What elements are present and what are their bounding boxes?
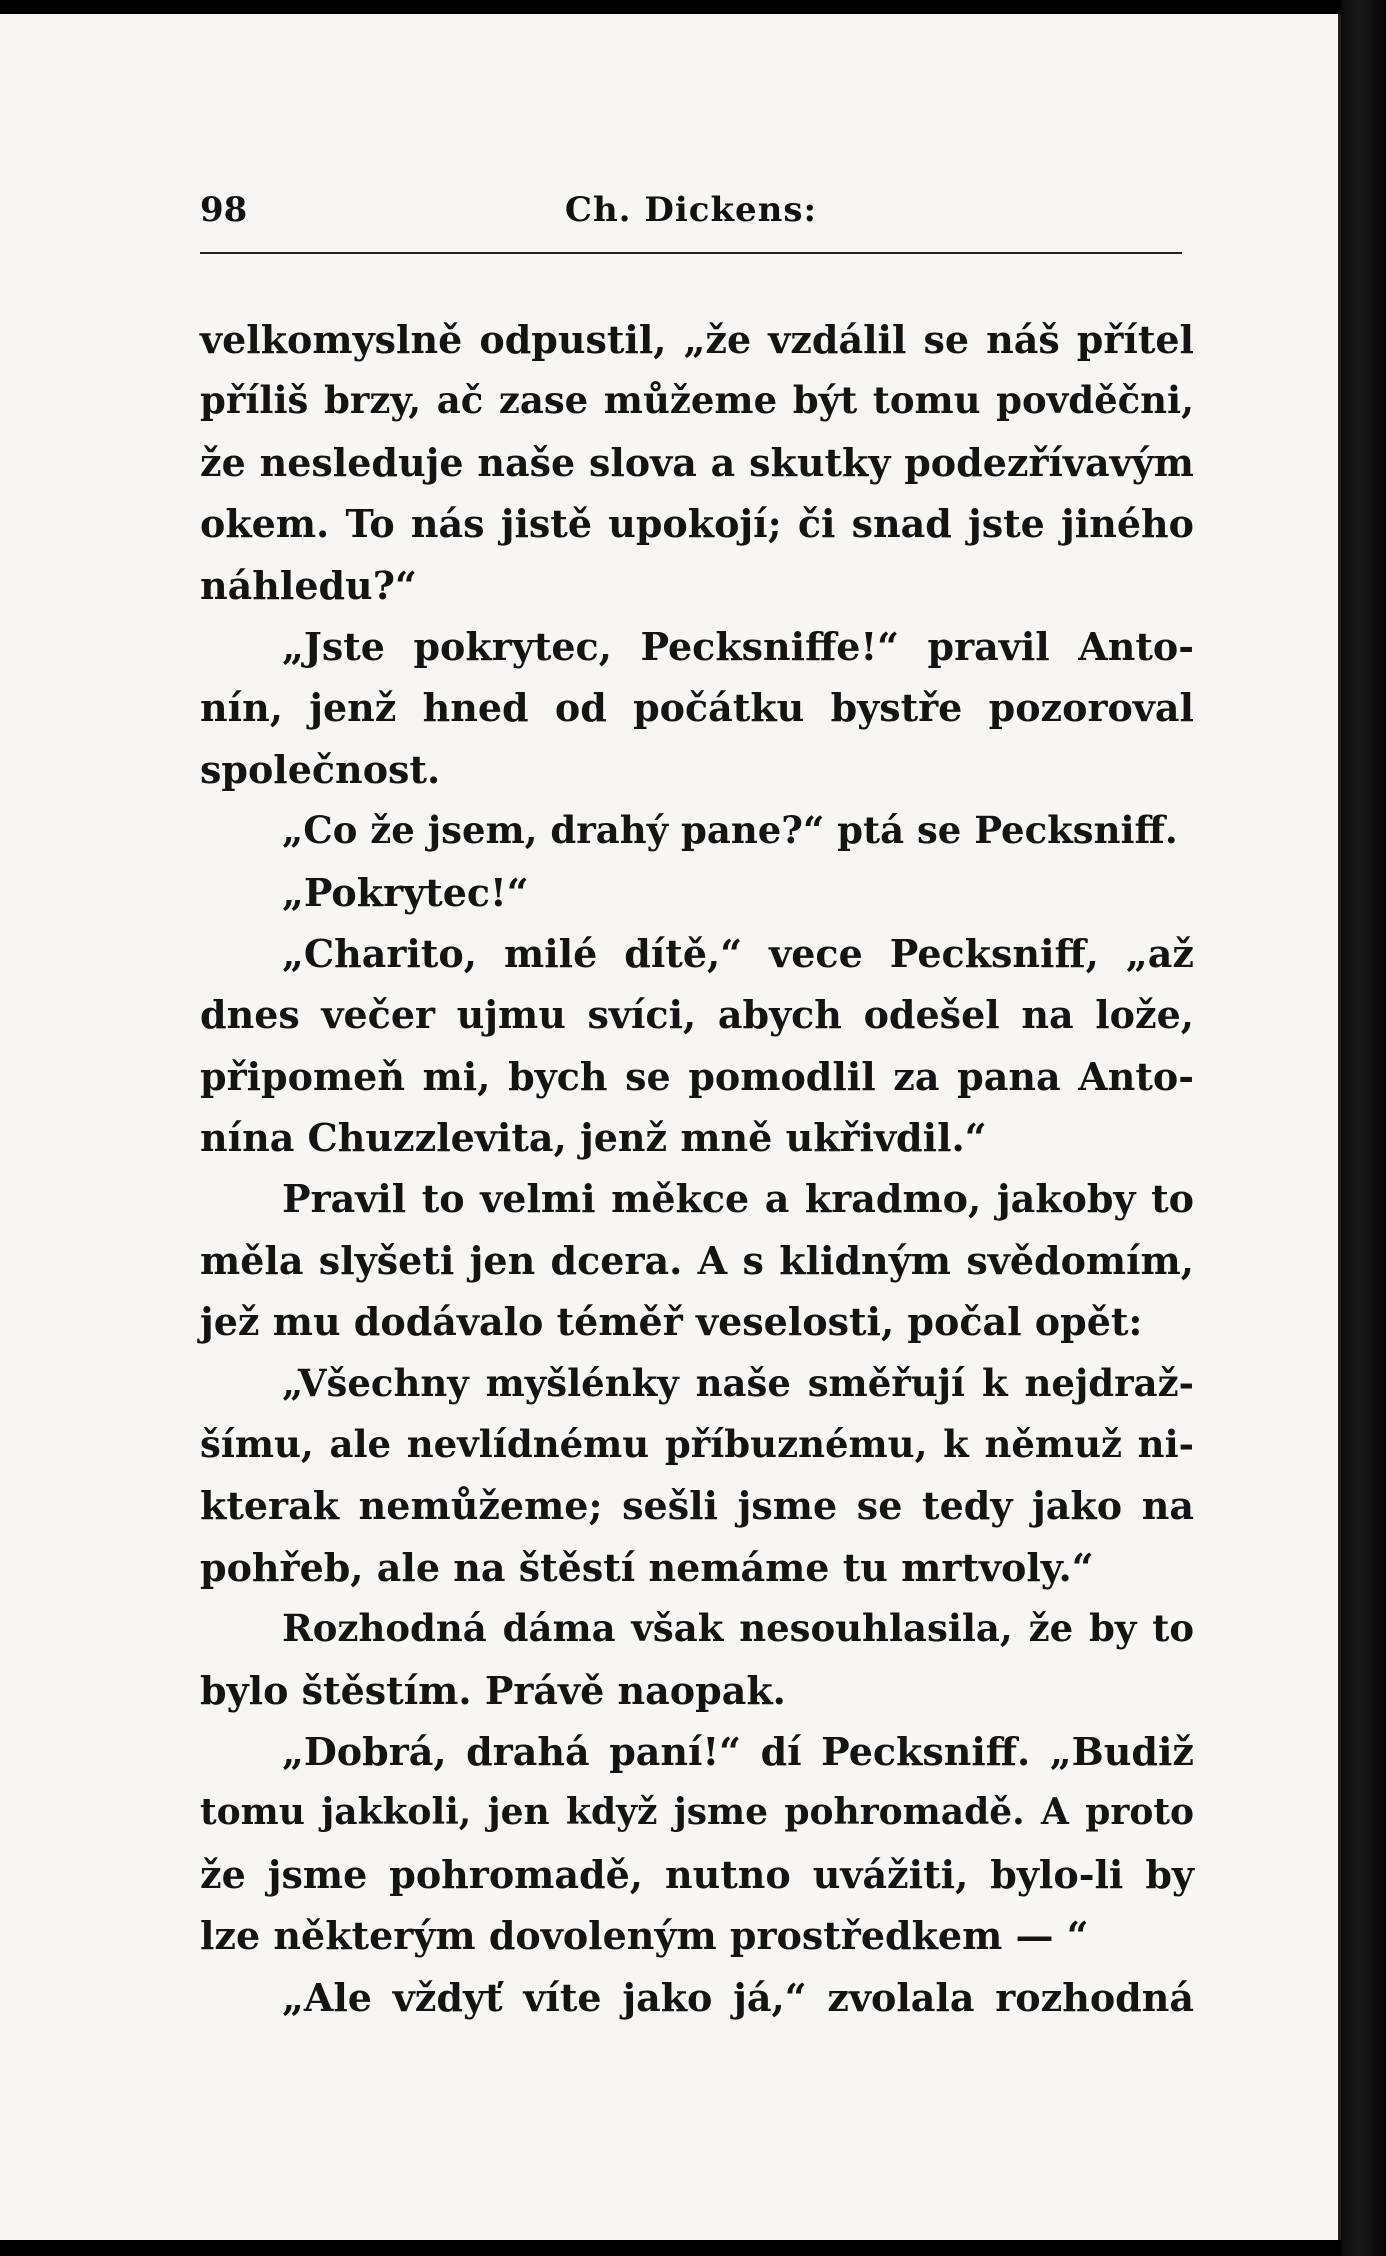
text-line: okem. To nás jistě upokojí; či snad jste jiného (200, 501, 1194, 547)
body-text (200, 309, 1194, 2028)
text-line: šímu, ale nevlídnému příbuznému, k němuž ni- (200, 1422, 1194, 1467)
text-line: Rozhodná dáma však nesouhlasila, že by to (282, 1606, 1194, 1651)
text-line: „Charito, milé dítě,“ vece Pecksniff, „až (282, 930, 1194, 976)
text-line: tomu jakkoli, jen když jsme pohromadě. A proto (200, 1791, 1194, 1834)
text-line: připomeň mi, bych se pomodlil za pana Anto- (200, 1053, 1194, 1099)
book-page (0, 14, 1341, 2240)
scan-edge (1341, 0, 1386, 2256)
text-line: „Dobrá, drahá paní!“ dí Pecksniff. „Budiž (282, 1728, 1194, 1774)
text-line: náhledu?“ (200, 562, 417, 608)
text-line: pohřeb, ale na štěstí nemáme tu mrtvoly.“ (200, 1544, 1094, 1590)
text-line: nín, jenž hned od počátku bystře pozoroval (200, 685, 1194, 731)
text-line: nína Chuzzlevita, jenž mně ukřivdil.“ (200, 1115, 987, 1161)
text-line: velkomyslně odpustil, „že vzdálil se náš přítel (200, 317, 1194, 362)
text-line: kterak nemůžeme; sešli jsme se tedy jako na (200, 1483, 1194, 1529)
text-line: příliš brzy, ač zase můžeme být tomu povděčni, (200, 378, 1194, 423)
text-line: bylo štěstím. Právě naopak. (200, 1667, 786, 1713)
text-line: „Všechny myšlénky naše směřují k nejdraž- (282, 1360, 1194, 1405)
running-head: Ch. Dickens: (564, 190, 818, 230)
text-line: že nesleduje naše slova a skutky podezřívavým (200, 439, 1194, 485)
text-line: „Ale vždyť víte jako já,“ zvolala rozhodná (282, 1974, 1194, 2020)
text-line: jež mu dodávalo téměř veselosti, počal opět: (200, 1299, 1143, 1345)
text-line: „Jste pokrytec, Pecksniffe!“ pravil Anto- (282, 623, 1194, 669)
text-line: dnes večer ujmu svíci, abych odešel na lože, (200, 992, 1194, 1038)
text-line: že jsme pohromadě, nutno uvážiti, bylo-li by (200, 1851, 1194, 1897)
text-line: měla slyšeti jen dcera. A s klidným svědomím, (200, 1237, 1194, 1283)
text-line: Pravil to velmi měkce a kradmo, jakoby to (282, 1176, 1194, 1222)
text-line: lze některým dovoleným prostředkem — “ (200, 1913, 1089, 1959)
page-header (200, 190, 1182, 254)
text-line: „Co že jsem, drahý pane?“ ptá se Pecksniff. (282, 808, 1178, 853)
page-number: 98 (200, 190, 248, 230)
text-line: společnost. (200, 746, 441, 792)
text-line: „Pokrytec!“ (282, 869, 529, 915)
